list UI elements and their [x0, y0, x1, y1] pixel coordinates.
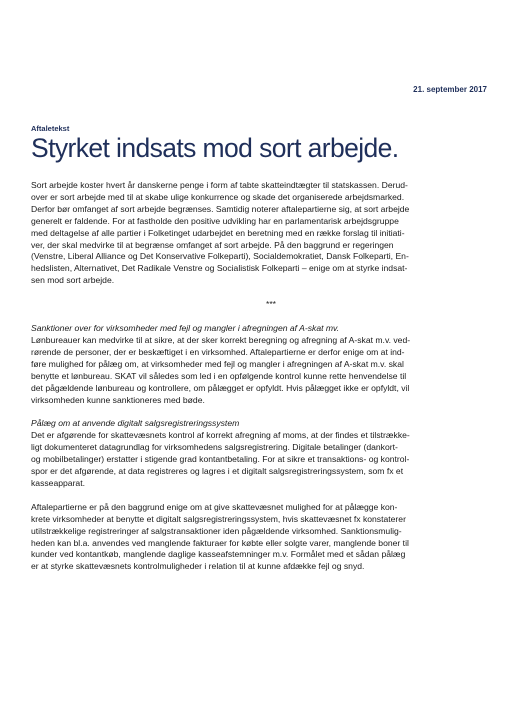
text-line: føre mulighed for pålæg om, at virksomheder med fejl og mangler i afregningen af A-skat m.v. skal	[31, 358, 404, 369]
text-line: rørende de personer, der er beskæftiget i en virksomhed. Aftalepartierne er derfor enige om at ind-	[31, 346, 405, 357]
document-date: 21. september 2017	[413, 85, 487, 94]
text-line: hedslisten, Alternativet, Det Radikale Venstre og Socialistisk Folkeparti – enige om at styrke indsat-	[31, 263, 408, 274]
text-line: heden kan bl.a. anvendes ved manglende fakturaer for købte eller solgte varer, manglende boner til	[31, 537, 409, 548]
text-line: generelt er faldende. For at fastholde den positive udvikling har en parlamentarisk arbejdsgruppe	[31, 215, 399, 226]
section-separator: ***	[265, 299, 277, 310]
text-line: ver, der skal medvirke til at begrænse omfanget af sort arbejde. På den baggrund er regeringen	[31, 239, 394, 250]
text-line: er at styrke skattevæsnets kontrolmuligheder i relation til at kunne afdække fejl og snyd.	[31, 561, 365, 572]
text-line: over er sort arbejde med til at skabe ulige konkurrence og skade det organiserede arbejdsmarked.	[31, 191, 405, 202]
document-body	[31, 180, 501, 573]
text-line: med deltagelse af alle partier i Folketinget udarbejdet en beretning med en række forslag til initiati-	[31, 227, 405, 238]
section-heading-sanktioner: Sanktioner over for virksomheder med fejl og mangler i afregningen af A-skat mv.	[31, 323, 340, 334]
text-line: sen mod sort arbejde.	[31, 275, 115, 286]
section-paragraph-sanktioner	[31, 335, 501, 406]
text-line: Sort arbejde koster hvert år danskerne penge i form af tabte skatteindtægter til statskassen. Derud-	[31, 180, 408, 190]
text-line: benytte et lønbureau. SKAT vil således som led i en opfølgende kontrol kunne rette henvendelse til	[31, 370, 407, 381]
text-line: (Venstre, Liberal Alliance og Det Konservative Folkeparti), Socialdemokratiet, Dansk Folkeparti, En-	[31, 251, 409, 262]
text-line: Lønbureauer kan medvirke til at sikre, at der sker korrekt beregning og afregning af A-skat m.v. ved-	[31, 334, 411, 345]
text-line: Derfor bør omfanget af sort arbejde begrænses. Samtidig noterer aftalepartierne sig, at sort arbejde	[31, 203, 410, 214]
text-line: Det er afgørende for skattevæsnets kontrol af korrekt afregning af moms, at der findes et tilstrække-	[31, 430, 410, 441]
text-line: Aftalepartierne er på den baggrund enige om at give skattevæsnet mulighed for at pålægge kon-	[31, 501, 398, 512]
intro-paragraph	[31, 180, 501, 287]
text-line: det pågældende lønbureau og kontrollere, om pålægget er opfyldt. Hvis pålægget ikke er opfyldt, vil	[31, 382, 410, 393]
text-line: spor er det afgørende, at data registreres og lagres i et digitalt salgsregistreringssystem, som fx et	[31, 466, 404, 477]
text-line: krete virksomheder at benytte et digitalt salgsregistreringssystem, hvis skattevæsnet fx konstaterer	[31, 513, 406, 524]
section-heading-salgsregistrering: Pålæg om at anvende digitalt salgsregistreringssystem	[31, 418, 240, 429]
text-line: virksomheden kunne sanktioneres med bøde.	[31, 394, 205, 405]
section-paragraph-salgsregistrering	[31, 430, 501, 490]
text-line: kasseapparat.	[31, 477, 85, 488]
text-line: kunder ved kontantkøb, manglende daglige kasseafstemninger m.v. Formålet med et sådan pålæg	[31, 549, 406, 560]
document-title: Styrket indsats mod sort arbejde.	[31, 133, 399, 163]
text-line: og mobilbetalinger) erstatter i stigende grad kontantbetaling. For at sikre et transaktions- og kontrol-	[31, 454, 410, 465]
text-line: ligt dokumenteret datagrundlag for virksomhedens salgsregistrering. Digitale betalinger (dankort-	[31, 442, 398, 453]
text-line: utilstrækkelige registreringer af salgstransaktioner iden pågældende virksomhed. Sanktionsmulig-	[31, 525, 402, 536]
closing-paragraph	[31, 502, 501, 573]
document-kicker: Aftaletekst	[31, 124, 70, 133]
